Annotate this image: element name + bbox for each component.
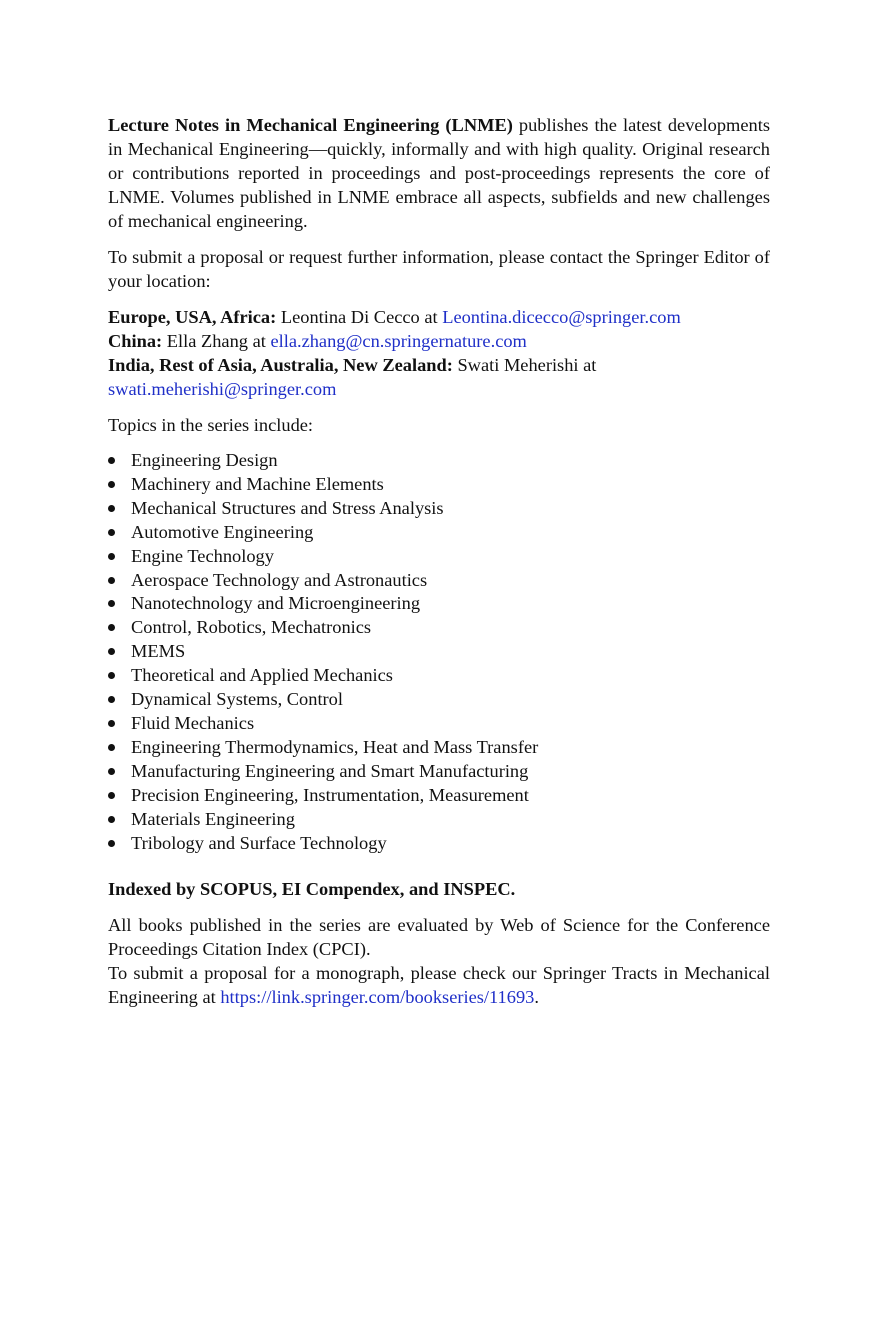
bullet-icon [108,505,115,512]
bullet-icon [108,481,115,488]
list-item [108,808,770,832]
topic-label: Aerospace Technology and Astronautics [131,569,428,590]
topic-label: Dynamical Systems, Control [131,689,343,710]
bullet-icon [108,720,115,727]
list-item [108,545,770,569]
bullet-icon [108,648,115,655]
monograph-end: . [534,987,539,1008]
list-item [108,784,770,808]
topic-label: Materials Engineering [131,808,295,829]
topic-label: Machinery and Machine Elements [131,473,384,494]
bullet-icon [108,624,115,631]
contact-china [108,329,770,353]
topic-label: Theoretical and Applied Mechanics [131,665,393,686]
topic-label: MEMS [131,641,186,662]
bullet-icon [108,577,115,584]
contact-name: Leontina Di Cecco at [276,307,443,327]
submit-paragraph: To submit a proposal or request further information, please contact the Springer Editor of your location: [108,247,770,291]
list-item [108,521,770,545]
contact-europe [108,305,770,329]
list-item [108,473,770,497]
bullet-icon [108,553,115,560]
bullet-icon [108,816,115,823]
bullet-icon [108,696,115,703]
contact-asia [108,353,770,401]
topic-label: Mechanical Structures and Stress Analysis [131,497,444,518]
topics-heading: Topics in the series include: [108,415,314,435]
bookseries-link[interactable]: https://link.springer.com/bookseries/11693 [220,987,535,1008]
topic-label: Manufacturing Engineering and Smart Manufacturing [131,760,529,781]
topic-label: Fluid Mechanics [131,712,255,733]
contact-region: Europe, USA, Africa: [108,307,277,327]
topics-list [108,449,770,855]
contact-name: Ella Zhang at [162,331,271,351]
contacts-block [108,305,770,401]
document-page [108,113,770,1009]
list-item [108,712,770,736]
bullet-icon [108,792,115,799]
topic-label: Engineering Thermodynamics, Heat and Mass Transfer [131,736,539,757]
topic-label: Nanotechnology and Microengineering [131,593,421,614]
contact-email-link[interactable]: Leontina.dicecco@springer.com [442,307,681,327]
bullet-icon [108,768,115,775]
list-item [108,832,770,856]
topic-label: Engine Technology [131,545,274,566]
final-block [108,913,770,1009]
topic-label: Control, Robotics, Mechatronics [131,617,372,638]
list-item [108,688,770,712]
contact-region: India, Rest of Asia, Australia, New Zealand: [108,355,453,375]
indexed-statement: Indexed by SCOPUS, EI Compendex, and INSPEC. [108,879,516,900]
list-item [108,449,770,473]
topic-label: Precision Engineering, Instrumentation, Measurement [131,784,529,805]
list-item [108,497,770,521]
list-item [108,664,770,688]
contact-name: Swati Meherishi at [452,355,597,375]
bullet-icon [108,744,115,751]
monograph-paragraph [108,961,770,1009]
intro-text: publishes the latest developments in Mechanical Engineering—quickly, informally and with high quality. Original research or contributions reported in proceedings and post-proceedings represents the core of LNME. Volumes published in LNME embrace all aspects, subfields and new challenges of mechanical engineering. [108,115,770,231]
topic-label: Automotive Engineering [131,521,314,542]
bullet-icon [108,457,115,464]
bullet-icon [108,600,115,607]
series-title: Lecture Notes in Mechanical Engineering (LNME) [108,115,513,135]
contact-email-link[interactable]: ella.zhang@cn.springernature.com [270,331,527,351]
intro-paragraph [108,113,770,233]
list-item [108,640,770,664]
monograph-text: To submit a proposal for a monograph, please check our Springer Tracts in Mechanical Engineering at [108,963,770,1008]
list-item [108,569,770,593]
list-item [108,592,770,616]
topic-label: Tribology and Surface Technology [131,832,387,853]
topic-label: Engineering Design [131,450,278,470]
bullet-icon [108,529,115,536]
list-item [108,616,770,640]
bullet-icon [108,672,115,679]
list-item [108,760,770,784]
wos-paragraph: All books published in the series are evaluated by Web of Science for the Conference Proceedings Citation Index (CPCI). [108,915,770,960]
contact-email-link[interactable]: swati.meherishi@springer.com [108,379,337,399]
list-item [108,736,770,760]
contact-region: China: [108,331,163,351]
bullet-icon [108,840,115,847]
